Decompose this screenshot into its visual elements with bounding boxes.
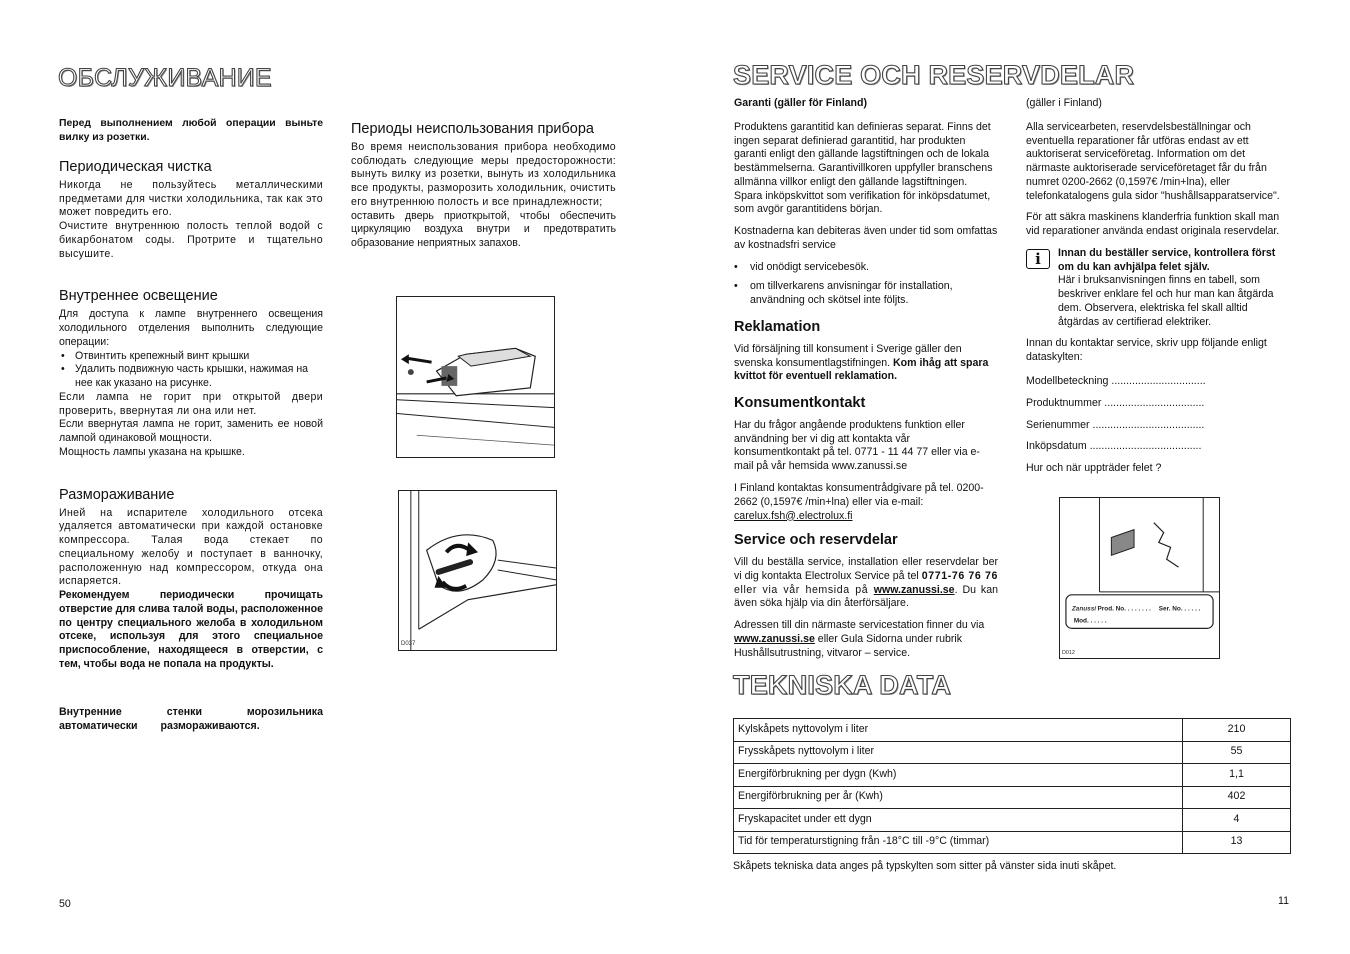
kontakt-finland: I Finland kontaktas konsumentrådgivare på tel. 0200-2662 (0,1597€ /min+lna) eller via e-mail: <box>734 482 984 508</box>
plate-code: D012 <box>1061 650 1075 657</box>
row-label: Energiförbrukning per dygn (Kwh) <box>734 764 1183 787</box>
dataplate-figure <box>1059 497 1220 659</box>
reklamation-note: Kom ihåg att spara kvittot för eventuell reklamation. <box>734 356 989 383</box>
warranty-p1: Produktens garantitid kan definieras separat. Finns det ingen separat definierad garantitid, har produkten garanti enligt den gällande lagstiftningen och de lokala bestämmelserna. Garantivillkoren uppfyller branschens allmänna villkor enligt den gällande lagstiftningen. Spara inköpskvittot som verifikation för inköpsdatumet, som avgör garantitidens början. <box>734 120 993 216</box>
cleaning-p1: Никогда не пользуйтесь металлическими предметами для чистки холодильника, так как это может повредить его. <box>59 178 323 219</box>
page-title-right: SERVICE OCH RESERVDELAR <box>733 60 1135 90</box>
website-link[interactable]: www.zanussi.se <box>873 583 955 596</box>
drain-hole-illustration <box>399 491 556 650</box>
defrost-p1: Иней на испарителе холодильного отсека удаляется автоматически при каждой остановке компрессора. Талая вода стекает по специальному желобу и поступает в ванночку, расположенную над компрессором, откуда она испаряется. <box>59 506 323 588</box>
lighting-heading: Внутреннее освещение <box>59 288 218 305</box>
row-label: Kylskåpets nyttovolym i liter <box>734 719 1183 742</box>
reservdelar-text-e: eller Gula Sidorna under rubrik Hushållsutrustning, vitvaror – service. <box>734 632 963 659</box>
field-product: Produktnummer .................................. <box>1026 396 1205 409</box>
tech-title: TEKNISKA DATA <box>733 670 952 700</box>
info-icon: i <box>1026 249 1050 269</box>
dataplate-illustration <box>1060 498 1219 658</box>
cleaning-p2: Очистите внутреннюю полость теплой водой с бикарбонатом соды. Протрите и тщательно высушите. <box>59 220 323 260</box>
info-note <box>1026 247 1290 330</box>
table-row <box>734 764 1291 787</box>
nonuse-p1: Во время неиспользования прибора необходимо соблюдать следующие меры предосторожности: вынуть вилку из розетки, вынуть из холодильника все продукты, разморозить холодильник, очистить его внутреннюю полость и все принадлежности; <box>351 140 616 208</box>
kontakt-heading: Konsumentkontakt <box>734 395 866 412</box>
dataplate-intro: Innan du kontaktar service, skriv upp följande enligt dataskylten: <box>1026 337 1267 364</box>
service-info: Alla servicearbeten, reservdelsbeställningar och eventuella reparationer får utföras endast av ett auktoriserat serviceföretag. Information om det närmaste auktoriserade serviceföretaget får du från numret 0200-2662 (0,1597€ /min+lna), eller telefonkatalogens gula sidor "hushållsapparatservice". <box>1026 120 1280 202</box>
list-item: • Отвинтить крепежный винт крышки <box>59 350 323 364</box>
row-value: 402 <box>1183 786 1291 809</box>
row-value: 210 <box>1183 719 1291 742</box>
reklamation-body: Vid försäljning till konsument i Sverige gäller den svenska konsumentlagstifningen. <box>734 342 962 369</box>
warranty-heading: Garanti (gäller för Finland) <box>734 97 868 109</box>
defrost-p2: Рекомендуем периодически прочищать отверстие для слива талой воды, расположенное по центру специального желоба в холодильном отсеке, используя для этого специальное приспособление, находящееся в отверстии, с тем, чтобы вода не попала на продукты. <box>59 589 323 670</box>
website-link-2[interactable]: www.zanussi.se <box>734 632 815 645</box>
email-link[interactable]: carelux.fsh@.electrolux.fi <box>734 509 853 522</box>
right-column-1 <box>734 97 998 669</box>
page-title-left: ОБСЛУЖИВАНИЕ <box>58 64 272 92</box>
lighting-intro: Для доступа к лампе внутреннего освещения холодильного отделения выполнить следующие операции: <box>59 308 323 348</box>
kontakt-p1: Har du frågor angående produktens funktion eller användning ber vi dig att kontakta vår konsumentkontakt på tel. 0771 - 11 44 77 eller via e-mail på vår hemsida www.zanussi.se <box>734 418 980 473</box>
reservdelar-heading: Service och reservdelar <box>734 532 898 549</box>
tech-footnote: Skåpets tekniska data anges på typskylten som sitter på vänster sida inuti skåpet. <box>733 860 1117 872</box>
service-phone: 0771-76 76 76 <box>921 569 999 582</box>
lighting-p2: Если ввернутая лампа не горит, заменить ее новой лампой одинаковой мощности. <box>59 418 323 445</box>
plate-mod: Mod. . . . . . <box>1073 617 1107 625</box>
info-note-title: Innan du beställer service, kontrollera först om du kan avhjälpa felet själv. <box>1058 246 1276 273</box>
left-column-2 <box>351 120 616 251</box>
warranty-exceptions <box>734 261 998 308</box>
warning-text: Перед выполнением любой операции выньте вилку из розетки. <box>59 118 323 143</box>
row-value: 13 <box>1183 831 1291 854</box>
info-note-text: Här i bruksanvisningen finns en tabell, som beskriver enklare fel och hur man kan åtgärda dem. Observera, elektriska fel skall alltid åtgärdas av certifierad elektriker. <box>1058 274 1274 328</box>
reservdelar-text-d: Adressen till din närmaste servicestation finner du via <box>734 619 985 632</box>
defrost-heading: Размораживание <box>59 486 175 503</box>
field-serial: Serienummer ...................................... <box>1026 418 1205 431</box>
finland-note: (gäller i Finland) <box>1026 97 1102 109</box>
table-row <box>734 741 1291 764</box>
page-number-left: 50 <box>59 898 71 910</box>
row-label: Tid för temperaturstigning från -18°C till -9°C (timmar) <box>734 831 1183 854</box>
nonuse-heading: Периоды неиспользования прибора <box>351 121 594 137</box>
lamp-cover-illustration <box>397 297 554 457</box>
row-label: Energiförbrukning per år (Kwh) <box>734 786 1183 809</box>
kontakt-p2 <box>734 482 998 523</box>
lighting-p1: Если лампа не горит при открытой двери проверить, ввернутая ли она или нет. <box>59 390 323 417</box>
reklamation-heading: Reklamation <box>734 318 821 335</box>
warranty-p2: Kostnaderna kan debiteras även under tid som omfattas av kostnadsfri service <box>734 225 998 251</box>
list-item: • vid onödigt servicebesök. <box>734 261 998 275</box>
reservdelar-p1 <box>734 556 998 611</box>
row-label: Frysskåpets nyttovolym i liter <box>734 741 1183 764</box>
lighting-p3: Мощность лампы указана на крышке. <box>59 445 245 458</box>
row-label: Fryskapacitet under ett dygn <box>734 809 1183 832</box>
right-column-2 <box>1026 97 1290 484</box>
svg-text:Zanussi: Zanussi <box>1071 605 1097 613</box>
list-item: • om tillverkarens anvisningar för installation, användning och skötsel inte följts. <box>734 280 998 308</box>
nonuse-p2: оставить дверь приоткрытой, чтобы обеспечить циркуляцию воздуха внутри и предотвратить образование неприятных запахов. <box>351 209 616 250</box>
cleaning-heading: Периодическая чистка <box>59 159 212 176</box>
reservdelar-text-b: eller via vår hemsida på <box>734 583 874 596</box>
reservdelar-text-a: Vill du beställa service, installation eller reservdelar ber vi dig kontakta Electrolux Service på tel <box>734 556 998 582</box>
reservdelar-text-c: . Du kan även söka hjälp via din återförsäljare. <box>734 583 998 610</box>
field-purchase: Inköpsdatum ...................................... <box>1026 440 1202 453</box>
plate-prod: Prod. No. . . . . . . . <box>1097 605 1151 613</box>
table-row <box>734 809 1291 832</box>
table-row <box>734 719 1291 742</box>
reklamation-text <box>734 343 998 384</box>
drain-hole-figure <box>398 490 557 651</box>
reservdelar-p2 <box>734 619 998 660</box>
row-value: 1,1 <box>1183 764 1291 787</box>
figure-code: D037 <box>401 641 416 648</box>
row-value: 55 <box>1183 741 1291 764</box>
tech-data-table <box>733 718 1291 854</box>
table-row <box>734 831 1291 854</box>
lamp-cover-figure <box>396 296 555 458</box>
left-column-1 <box>59 117 323 672</box>
field-model: Modellbeteckning ................................ <box>1026 375 1206 388</box>
original-parts: För att säkra maskinens klanderfria funktion skall man vid reparationer använda endast originala reservdelar. <box>1026 211 1280 238</box>
defrost-p3: Внутренние стенки морозильника автоматически размораживаются. <box>59 706 323 732</box>
lighting-steps <box>59 350 323 391</box>
page-number-right: 11 <box>1278 895 1289 907</box>
fault-question: Hur och när uppträder felet ? <box>1026 462 1162 475</box>
row-value: 4 <box>1183 809 1291 832</box>
plate-ser: Ser. No. . . . . . <box>1158 605 1201 613</box>
table-row <box>734 786 1291 809</box>
list-item: • Удалить подвижную часть крышки, нажимая на нее как указано на рисунке. <box>59 363 323 391</box>
